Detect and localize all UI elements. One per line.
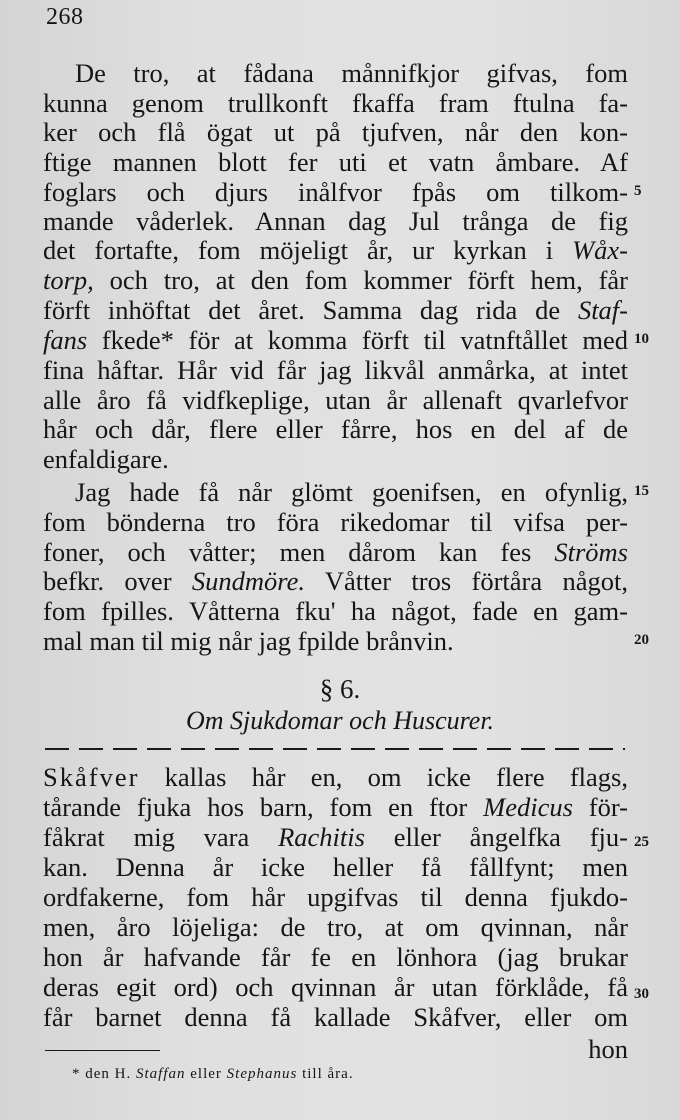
- text-line: tårande fjuka hos barn, fom en ftor Medicus för-: [43, 792, 628, 822]
- section-number: § 6.: [319, 674, 361, 704]
- line-number: 25: [634, 834, 649, 850]
- text-line: mande våderlek. Annan dag Jul trånga de fig: [43, 206, 628, 236]
- text-line: fans fkede* för at komma förft til vatnftållet med: [43, 325, 628, 355]
- text-line: hon år hafvande får fe en lönhora (jag brukar: [43, 942, 628, 972]
- text-line: kan. Denna år icke heller få fållfynt; men: [43, 852, 628, 882]
- text-line: mal man til mig når jag fpilde brånvin.: [43, 626, 454, 656]
- text-line: torp, och tro, at den fom kommer förft hem, får: [43, 265, 628, 295]
- text-line: kunna genom trullkonft fkaffa fram ftulna fa-: [43, 88, 628, 118]
- text-line: Skåfver kallas hår en, om icke flere flags,: [43, 762, 628, 792]
- text-line: ftige mannen blott fer uti et vatn åmbare. Af: [43, 147, 628, 177]
- text-line: alle åro få vidfkeplige, utan år allenaft qvarlefvor: [43, 385, 628, 415]
- text-line: fina håftar. Hår vid får jag likvål anmårka, at intet: [43, 355, 628, 385]
- footnote-rule: [45, 1050, 160, 1051]
- text-line: ker och flå ögat ut på tjufven, når den kon-: [43, 117, 628, 147]
- text-line: foglars och djurs inålfvor fpås om tilkom-: [43, 177, 628, 207]
- line-number: 5: [634, 183, 642, 199]
- text-line: befkr. over Sundmöre. Våtter tros förtåra något,: [43, 566, 628, 596]
- text-line: ordfakerne, fom hår upgifvas til denna fjukdo-: [43, 882, 628, 912]
- text-line: deras egit ord) och qvinnan år utan förklåde, få: [43, 972, 628, 1002]
- line-number: 10: [634, 331, 649, 347]
- text-line: det fortafte, fom möjeligt år, ur kyrkan i Wåx-: [43, 235, 628, 265]
- text-line: hår och dår, flere eller fårre, hos en del af de: [43, 414, 628, 444]
- line-number: 15: [634, 483, 649, 499]
- section-title: Om Sjukdomar och Huscurer.: [185, 706, 495, 735]
- text-line: men, åro löjeliga: de tro, at om qvinnan, når: [43, 912, 628, 942]
- text-line: fom fpilles. Våtterna fku' ha något, fade en gam-: [43, 596, 628, 626]
- text-line: fom bönderna tro föra rikedomar til vifsa per-: [43, 507, 628, 537]
- text-line: förft inhöftat det året. Samma dag rida de Staf-: [43, 295, 628, 325]
- line-number: 20: [634, 632, 649, 648]
- text-line: De tro, at fådana månnifkjor gifvas, fom: [75, 58, 628, 88]
- text-line: fåkrat mig vara Rachitis eller ångelfka fju-: [43, 822, 628, 852]
- dashed-divider: [45, 748, 625, 750]
- page-number: 268: [46, 4, 84, 30]
- catchword: hon: [588, 1034, 628, 1064]
- text-line: foner, och våtter; men dårom kan fes Ströms: [43, 537, 628, 567]
- line-number: 30: [634, 986, 649, 1002]
- text-line: Jag hade få når glömt goenifsen, en ofynlig,: [75, 477, 628, 507]
- text-line: enfaldigare.: [43, 444, 169, 474]
- text-line: får barnet denna få kallade Skåfver, eller om: [43, 1002, 628, 1032]
- footnote: * den H. Staffan eller Stephanus till åra.: [72, 1066, 354, 1082]
